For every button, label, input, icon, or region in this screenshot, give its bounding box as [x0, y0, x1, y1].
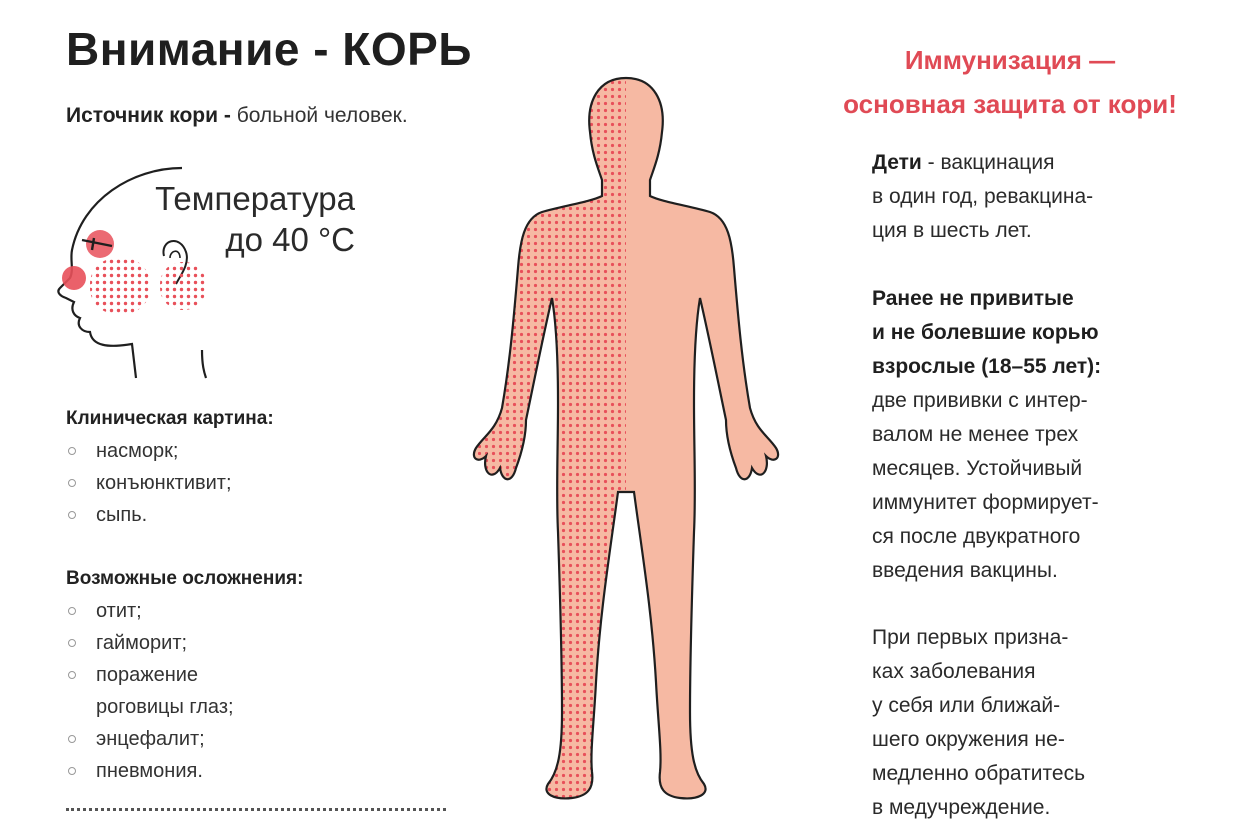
- source-text: больной человек.: [236, 104, 408, 127]
- clinical-list: [66, 436, 274, 532]
- complications-section: [66, 568, 303, 788]
- kids-vaccination-text: Дети - вакцинация в один год, ревакцина- ция в шесть лет.: [872, 151, 1094, 242]
- list-item: сыпь.: [66, 500, 274, 532]
- bullet-icon: [68, 607, 76, 615]
- source-label: Источник кори -: [66, 104, 237, 127]
- list-item: пневмония.: [66, 756, 303, 788]
- cut-off-text-line: [66, 808, 446, 817]
- clinical-section: [66, 408, 274, 532]
- page-title: Внимание - КОРЬ: [66, 23, 472, 75]
- cheek-rash: [90, 258, 150, 314]
- bullet-icon: [68, 639, 76, 647]
- temperature-callout: [120, 178, 355, 260]
- temperature-label: Температура: [155, 180, 355, 217]
- bullet-icon: [68, 479, 76, 487]
- bullet-icon: [68, 447, 76, 455]
- adults-vaccination-text: Ранее не привитые и не болевшие корью взрослые (18–55 лет): две прививки с интер- валом не менее трех месяцев. Устойчивый иммунитет формирует- ся после двукратного введения вакцины.: [872, 287, 1102, 582]
- human-body-illustration: [462, 72, 792, 820]
- immunization-heading: [800, 38, 1220, 126]
- measles-source: [66, 104, 408, 128]
- immunization-line-2: основная защита от кори!: [843, 89, 1177, 119]
- clinical-header: Клиническая картина:: [66, 408, 274, 429]
- bullet-icon: [68, 767, 76, 775]
- list-item-continuation: роговицы глаз;: [96, 696, 234, 718]
- bullet-icon: [68, 671, 76, 679]
- immunization-line-1: Иммунизация —: [904, 45, 1116, 75]
- list-item: поражение: [66, 660, 303, 692]
- list-item: насморк;: [66, 436, 274, 468]
- complications-header: Возможные осложнения:: [66, 568, 304, 589]
- complications-list: [66, 596, 303, 788]
- list-item: энцефалит;: [66, 724, 303, 756]
- nose-redness: [62, 266, 86, 290]
- temperature-value: до 40 °C: [225, 221, 355, 258]
- first-signs-advice: При первых призна- ках заболевания у себя или ближай- шего окружения не- медленно обратитесь в медучреждение.: [872, 626, 1086, 819]
- bullet-icon: [68, 735, 76, 743]
- bullet-icon: [68, 511, 76, 519]
- list-item: гайморит;: [66, 628, 303, 660]
- list-item: конъюнктивит;: [66, 468, 274, 500]
- kids-label: Дети: [872, 151, 922, 174]
- ear-rash: [160, 262, 206, 310]
- list-item: отит;: [66, 596, 303, 628]
